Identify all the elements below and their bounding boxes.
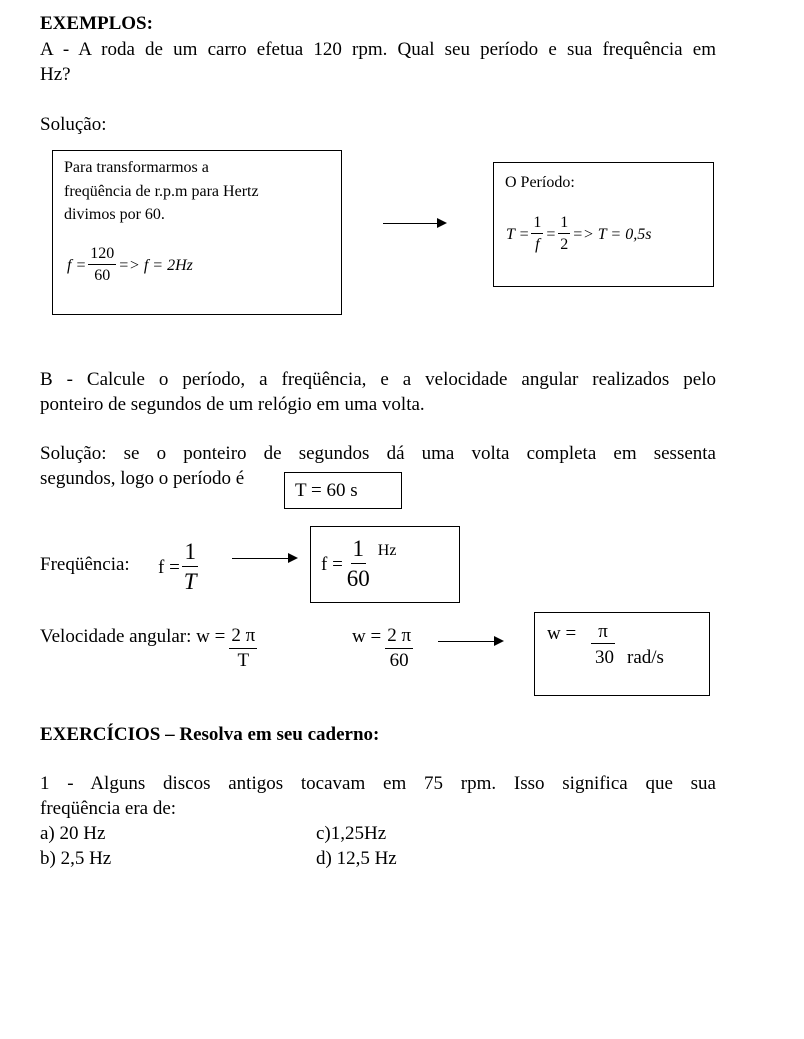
angular-fraction: [229, 624, 257, 673]
box2-eq: =: [545, 225, 557, 243]
frequency-label: Freqüência:: [40, 554, 130, 575]
angular-result-unit: rad/s: [627, 647, 664, 668]
question-a-line2: Hz?: [40, 64, 71, 85]
box2-fraction2: [558, 213, 570, 256]
period-box: [493, 162, 714, 287]
angular2-den: 60: [389, 650, 409, 671]
box1-line3: divimos por 60.: [64, 206, 165, 223]
box2-t-lhs: T =: [506, 225, 530, 243]
box2-frac2-num: 1: [558, 213, 570, 234]
frequency-lhs: f =: [158, 557, 180, 578]
frequency-result-box: [310, 526, 460, 603]
angular2-lhs: w =: [352, 626, 382, 647]
arrow-icon: [438, 641, 502, 642]
angular-den: T: [237, 650, 250, 671]
box1-f-rhs: => f = 2Hz: [118, 256, 193, 274]
frequency-result-formula: [321, 535, 396, 594]
box1-line1: Para transformarmos a: [64, 159, 209, 176]
exercises-heading: EXERCÍCIOS – Resolva em seu caderno:: [40, 724, 380, 745]
solution-b-line1: Solução: se o ponteiro de segundos dá uma volta completa em sessenta: [40, 443, 716, 464]
angular-num: 2 π: [229, 624, 257, 649]
angular-result-lhs: w =: [547, 623, 577, 644]
question-b-line2: ponteiro de segundos de um relógio em uma volta.: [40, 394, 425, 415]
question-b-line1: B - Calcule o período, a freqüência, e a velocidade angular realizados pelo: [40, 369, 716, 390]
box2-formula: [506, 213, 651, 256]
option-d: d) 12,5 Hz: [316, 848, 397, 869]
angular-formula-2: [352, 624, 415, 673]
exercise-1-line1: 1 - Alguns discos antigos tocavam em 75 rpm. Isso significa que sua: [40, 773, 716, 794]
angular2-fraction: [385, 624, 413, 673]
box1-formula: [67, 244, 193, 287]
frequency-result-num: 1: [351, 535, 367, 564]
box2-fraction1: [531, 213, 543, 256]
box2-frac2-den: 2: [560, 236, 569, 253]
frequency-result-den: 60: [346, 566, 370, 591]
box1-line2: freqüência de r.p.m para Hertz: [64, 183, 259, 200]
option-c: c)1,25Hz: [316, 823, 387, 844]
frequency-formula: [158, 538, 201, 597]
frequency-conversion-box: [52, 150, 342, 315]
box1-f-lhs: f =: [67, 256, 87, 274]
box2-frac1-den: f: [535, 236, 540, 253]
solution-a-label: Solução:: [40, 114, 107, 135]
frequency-fraction: [182, 538, 199, 597]
arrow-icon: [383, 223, 445, 224]
angular-result-num: π: [591, 621, 615, 644]
period-result-box: T = 60 s: [284, 472, 402, 509]
examples-heading: EXEMPLOS:: [40, 13, 153, 34]
arrow-icon: [232, 558, 296, 559]
box1-fraction: [88, 244, 116, 287]
box2-frac1-num: 1: [531, 213, 543, 234]
frequency-result-fraction: [345, 535, 372, 594]
option-a: a) 20 Hz: [40, 823, 106, 844]
frequency-num: 1: [182, 538, 198, 567]
box1-f-den: 60: [94, 267, 111, 284]
angular2-num: 2 π: [385, 624, 413, 649]
frequency-result-lhs: f =: [321, 554, 343, 575]
box1-f-num: 120: [88, 244, 116, 265]
frequency-result-unit: Hz: [377, 541, 397, 559]
box2-title: O Período:: [505, 174, 575, 191]
angular-label: Velocidade angular: w =: [40, 626, 226, 647]
option-b: b) 2,5 Hz: [40, 848, 112, 869]
angular-result-den: 30: [595, 647, 614, 668]
angular-formula: [40, 624, 259, 673]
angular-result-box: [534, 612, 710, 696]
box2-t-rhs: => T = 0,5s: [572, 225, 652, 243]
question-a-line1: A - A roda de um carro efetua 120 rpm. Qual seu período e sua frequência em: [40, 39, 716, 60]
exercise-1-line2: freqüência era de:: [40, 798, 177, 819]
solution-b-line2: segundos, logo o período é: [40, 468, 245, 489]
frequency-den: T: [183, 569, 197, 594]
